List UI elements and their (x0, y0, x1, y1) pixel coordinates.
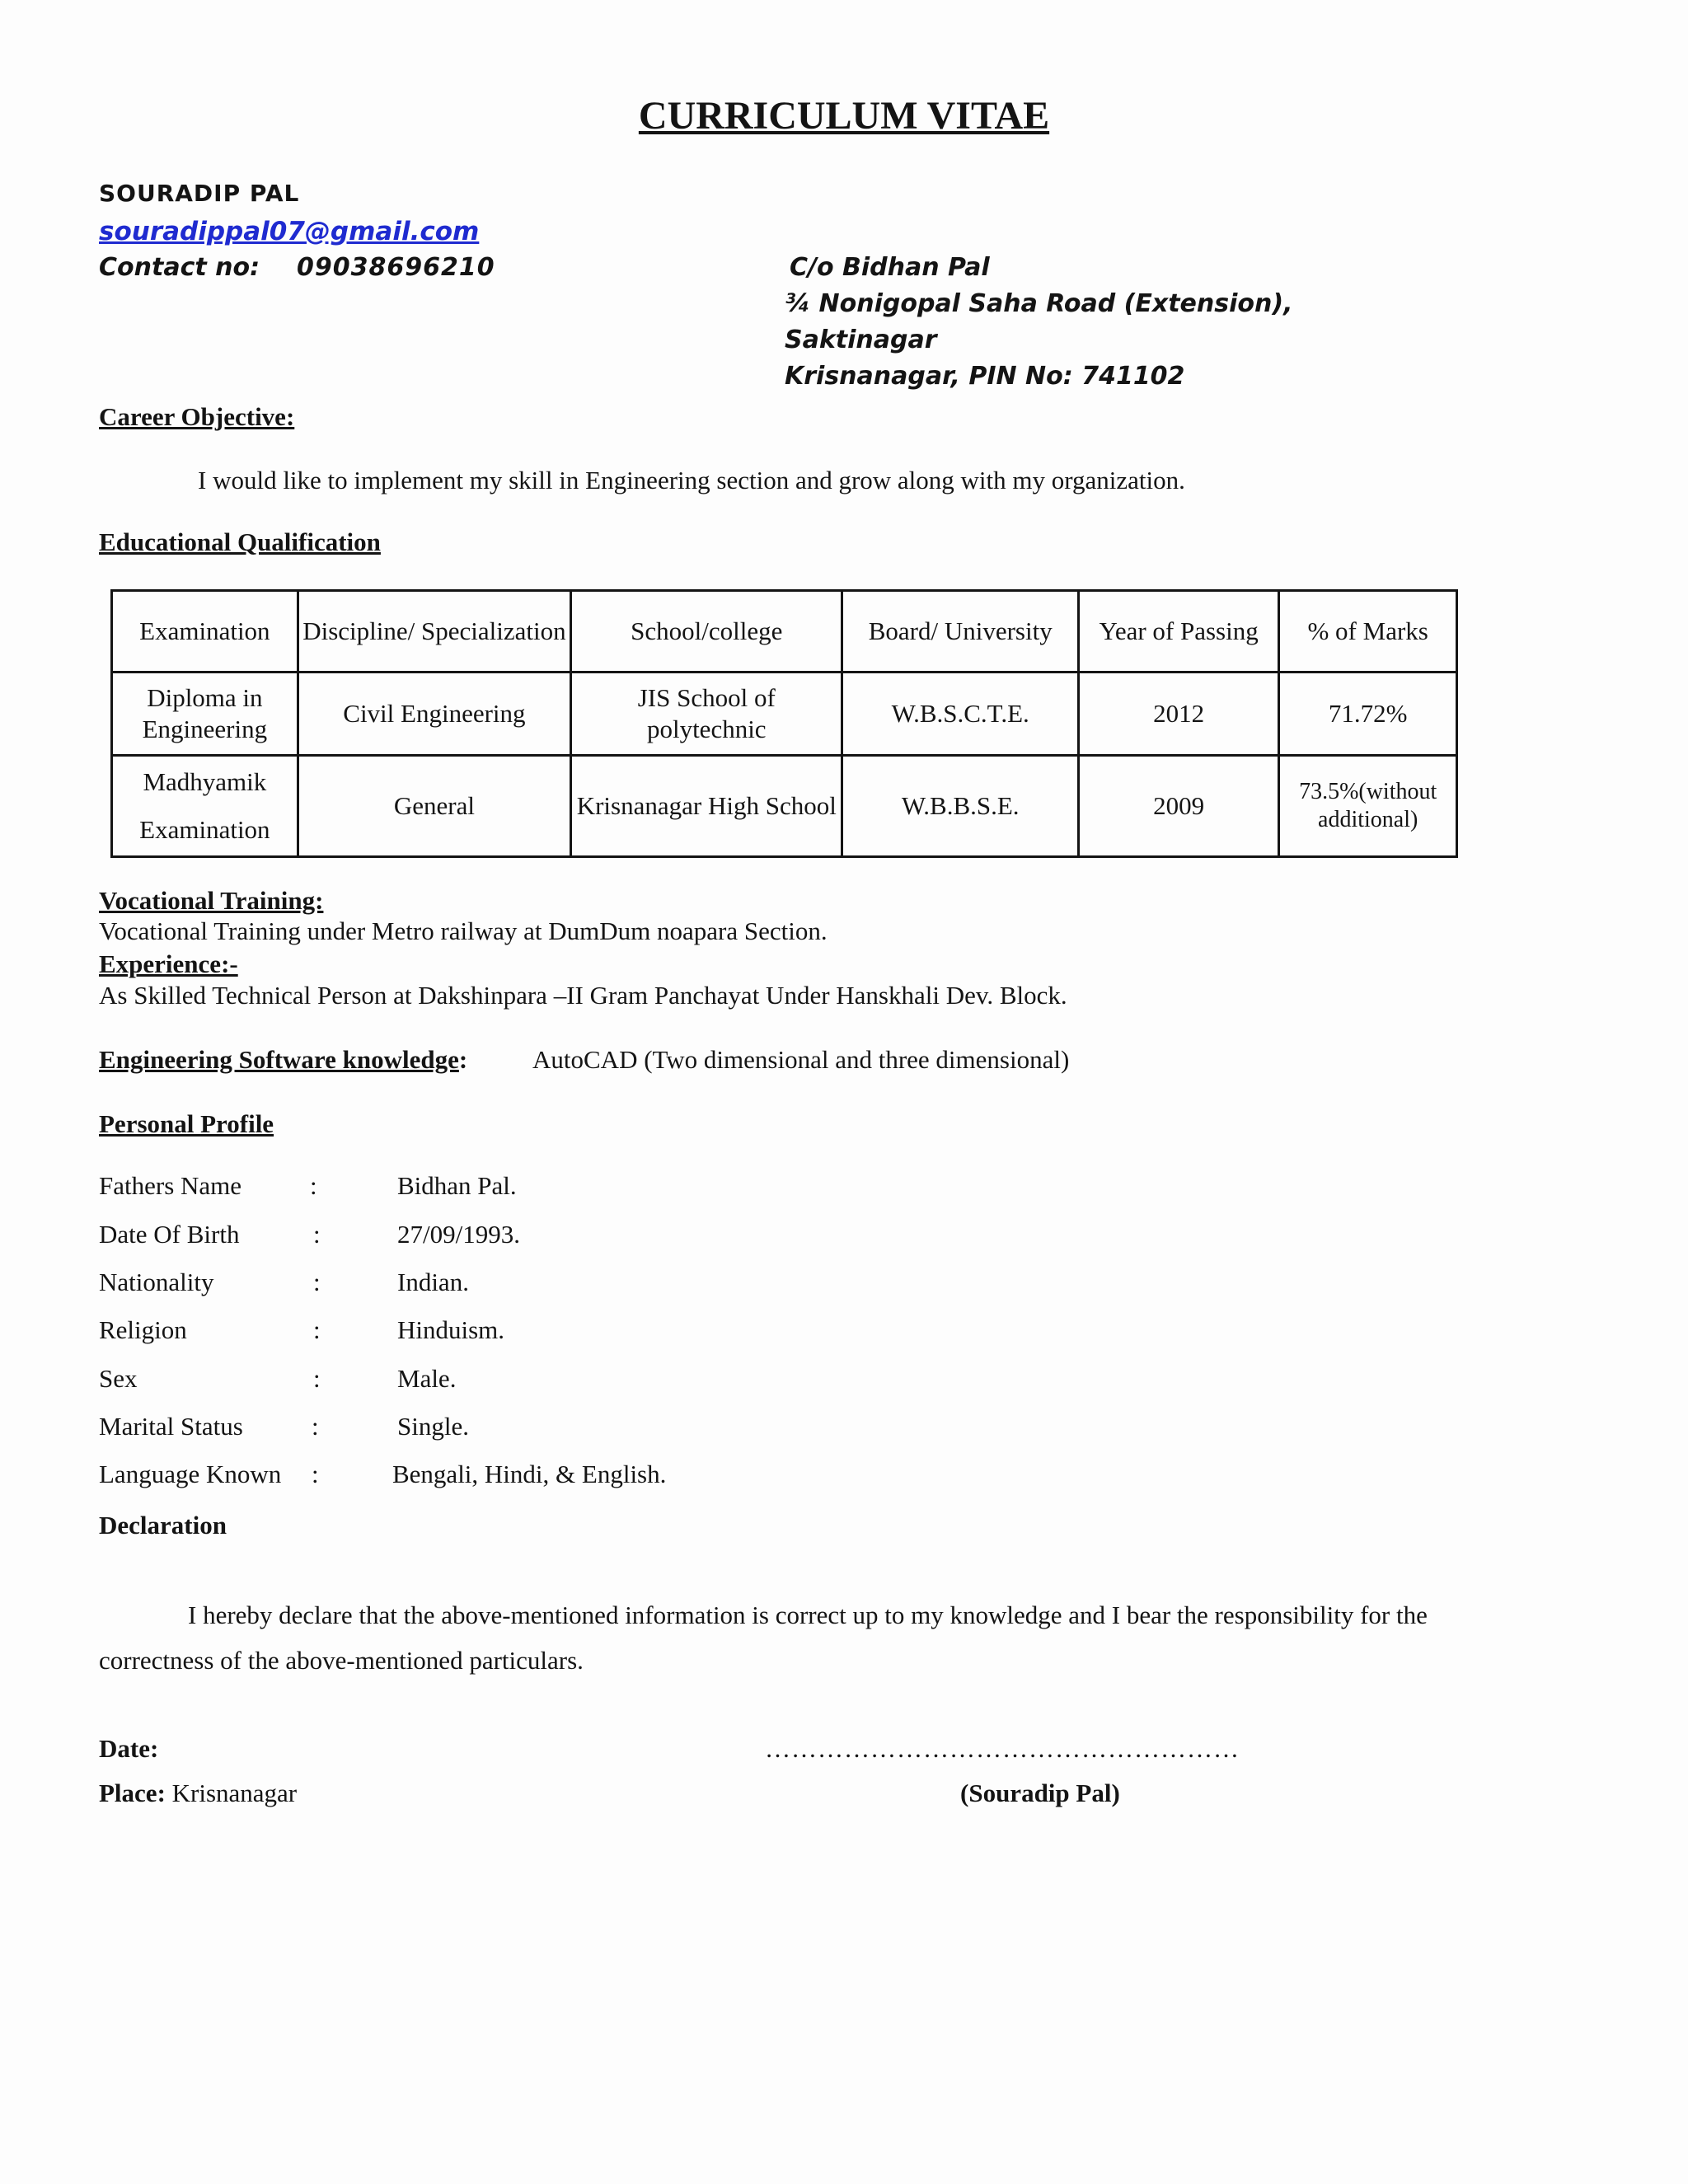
column-header: % of Marks (1279, 591, 1457, 673)
column-header: Discipline/ Specialization (298, 591, 570, 673)
profile-colon: : (313, 1315, 321, 1344)
place-value: Krisnanagar (171, 1779, 298, 1807)
table-cell: General (298, 756, 570, 857)
profile-value: Hinduism. (397, 1315, 505, 1344)
profile-value: Indian. (397, 1268, 469, 1296)
profile-colon: : (312, 1412, 319, 1441)
declaration-text: correctness of the above-mentioned particulars. (99, 1646, 584, 1675)
education-table (110, 589, 1458, 858)
table-cell: Krisnanagar High School (571, 756, 842, 857)
profile-colon: : (313, 1268, 321, 1296)
table-cell: 71.72% (1279, 673, 1457, 756)
applicant-name: SOURADIP PAL (99, 180, 300, 207)
table-row (112, 673, 1457, 756)
table-cell: 2012 (1078, 673, 1278, 756)
declaration-heading: Declaration (99, 1511, 227, 1540)
software-heading-colon: : (458, 1045, 468, 1074)
experience-text: As Skilled Technical Person at Dakshinpara –II Gram Panchayat Under Hanskhali Dev. Block. (99, 981, 1067, 1010)
table-cell: 73.5%(without additional) (1279, 756, 1457, 857)
profile-colon: : (313, 1220, 321, 1249)
profile-colon: : (313, 1364, 321, 1393)
career-objective-text: I would like to implement my skill in Engineering section and grow along with my organization. (198, 466, 1185, 494)
profile-value: Male. (397, 1364, 457, 1393)
software-heading (99, 1045, 467, 1075)
software-value: AutoCAD (Two dimensional and three dimensional) (532, 1045, 1070, 1074)
profile-label: Fathers Name (99, 1171, 242, 1200)
address-line: Krisnanagar, PIN No: 741102 (785, 362, 1185, 391)
page-title: CURRICULUM VITAE (638, 94, 1050, 138)
career-objective-heading: Career Objective: (99, 402, 295, 431)
contact-label: Contact no: (99, 253, 260, 282)
profile-label: Sex (99, 1364, 138, 1393)
column-header: Examination (112, 591, 298, 673)
date-label: Date: (99, 1734, 159, 1763)
address-line: Saktinagar (785, 326, 937, 354)
place-row (99, 1779, 297, 1808)
column-header: Board/ University (842, 591, 1079, 673)
profile-colon: : (312, 1460, 319, 1488)
education-heading: Educational Qualification (99, 527, 381, 556)
declaration-text: I hereby declare that the above-mentioned information is correct up to my knowledge and I bear the responsibility for the (188, 1601, 1428, 1629)
signature-line: ……………………………………………… (765, 1734, 1240, 1763)
table-cell: 2009 (1078, 756, 1278, 857)
vocational-heading: Vocational Training: (99, 886, 324, 915)
profile-label: Date Of Birth (99, 1220, 240, 1249)
address-line: ¾ Nonigopal Saha Road (Extension), (785, 289, 1293, 318)
table-cell: Madhyamik Examination (112, 756, 298, 857)
column-header: School/college (571, 591, 842, 673)
profile-colon: : (310, 1171, 317, 1200)
signature-name: (Souradip Pal) (960, 1779, 1120, 1807)
column-header: Year of Passing (1078, 591, 1278, 673)
experience-heading: Experience:- (99, 949, 238, 978)
table-row (112, 756, 1457, 857)
vocational-text: Vocational Training under Metro railway at DumDum noapara Section. (99, 916, 828, 945)
profile-value: 27/09/1993. (397, 1220, 520, 1249)
profile-label: Marital Status (99, 1412, 243, 1441)
table-cell: W.B.S.C.T.E. (842, 673, 1079, 756)
profile-label: Nationality (99, 1268, 214, 1296)
place-label: Place: (99, 1779, 166, 1807)
profile-value: Bengali, Hindi, & English. (392, 1460, 667, 1488)
contact-number: 09038696210 (297, 253, 495, 282)
table-cell: JIS School of polytechnic (571, 673, 842, 756)
profile-label: Religion (99, 1315, 187, 1344)
profile-value: Single. (397, 1412, 469, 1441)
table-cell: W.B.B.S.E. (842, 756, 1079, 857)
address-line: C/o Bidhan Pal (790, 253, 990, 282)
software-heading-label: Engineering Software knowledge (99, 1045, 459, 1074)
table-cell: Civil Engineering (298, 673, 570, 756)
personal-profile-heading: Personal Profile (99, 1109, 274, 1138)
table-cell: Diploma in Engineering (112, 673, 298, 756)
email-link[interactable]: souradippal07@gmail.com (99, 217, 480, 246)
profile-value: Bidhan Pal. (397, 1171, 517, 1200)
table-header-row (112, 591, 1457, 673)
profile-label: Language Known (99, 1460, 282, 1488)
